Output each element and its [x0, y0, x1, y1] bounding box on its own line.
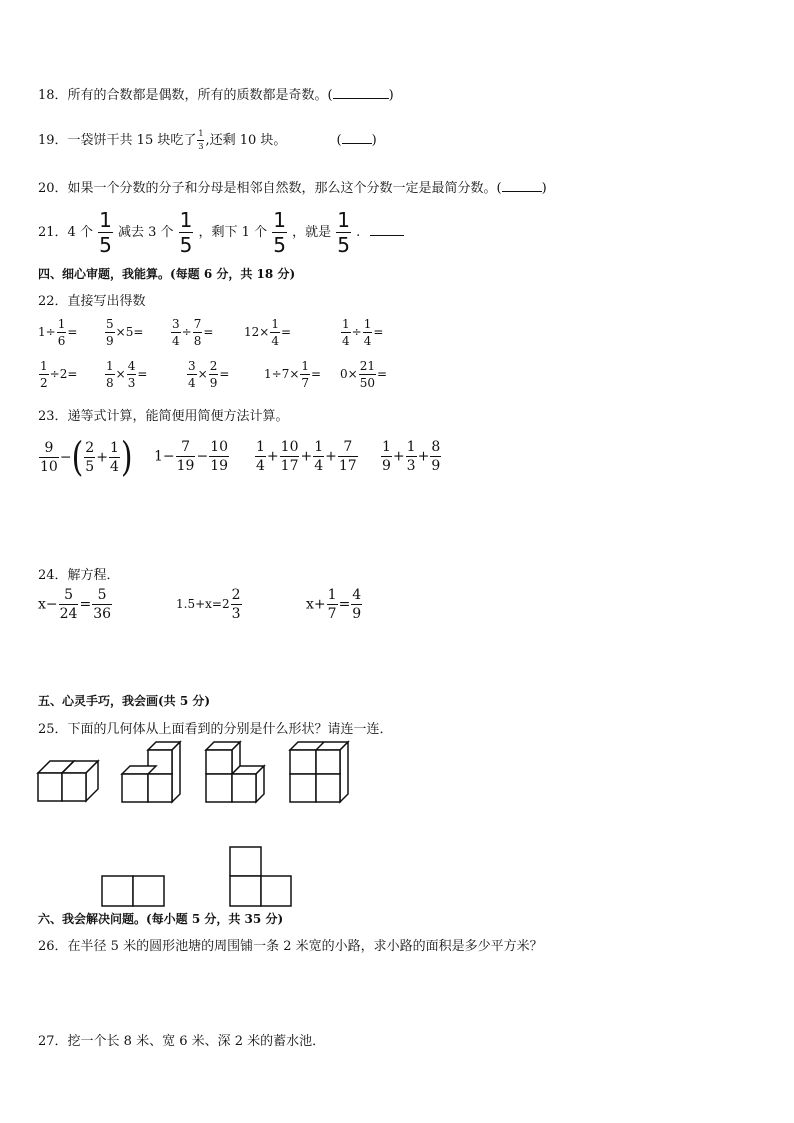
- q21-text-4: ，就是: [292, 225, 332, 240]
- section-5-title: 五、心灵手巧，我会画(共 5 分): [38, 694, 211, 708]
- calc-item: $\frac{5}{9}$ ×5=: [106, 317, 144, 348]
- question-20: [38, 177, 547, 196]
- question-24-title: 24．解方程．: [38, 568, 120, 583]
- question-27: 27．挖一个长 8 米、宽 6 米、深 2 米的蓄水池．: [38, 1034, 326, 1049]
- solid-figure-4: [290, 740, 350, 802]
- answer-blank-18[interactable]: [333, 88, 389, 99]
- solid-figure-3: [206, 740, 268, 802]
- expression-1: $\frac{9}{10}$ −( $\frac{2}{5}$ + $\frac{1}{4}$ ): [40, 433, 133, 482]
- question-25-title: 25．下面的几何体从上面看到的分别是什么形状？请连一连．: [38, 722, 393, 737]
- question-20-text: 20．如果一个分数的分子和分母是相邻自然数，那么这个分数一定是最简分数。(: [38, 181, 502, 196]
- expression-4: $\frac{1}{9}$ + $\frac{1}{3}$ + $\frac{8}{9}$: [382, 439, 441, 474]
- calc-item: $\frac{1}{8}$ × $\frac{4}{3}$ =: [106, 359, 148, 390]
- calc-item: $\frac{1}{4}$ ÷ $\frac{1}{4}$ =: [342, 317, 384, 348]
- q21-text-1: 21．4 个: [38, 225, 93, 240]
- fraction: $\frac{1}{3}$: [198, 129, 204, 151]
- question-26: 26．在半径 5 米的圆形池塘的周围铺一条 2 米宽的小路，求小路的面积是多少平方米？: [38, 939, 543, 954]
- calc-item: 1÷7× $\frac{1}{7}$ =: [264, 359, 322, 390]
- question-19-text-end: ,还剩 10 块。: [205, 133, 287, 148]
- equation-3: x+ $\frac{1}{7}$ = $\frac{4}{9}$: [306, 587, 362, 622]
- question-18-text: 18．所有的合数都是偶数，所有的质数都是奇数。(: [38, 88, 333, 103]
- section-4-title: 四、细心审题，我能算。(每题 6 分，共 18 分): [38, 267, 296, 281]
- solid-figure-1: [38, 756, 98, 802]
- open-paren: (: [336, 133, 342, 148]
- question-23-title: 23．递等式计算，能简便用简便方法计算。: [38, 409, 289, 424]
- question-22-title: 22．直接写出得数: [38, 294, 146, 309]
- question-19-text: 19．一袋饼干共 15 块吃了: [38, 133, 197, 148]
- calc-item: $\frac{3}{4}$ ÷ $\frac{7}{8}$ =: [172, 317, 214, 348]
- expression-2: 1− $\frac{7}{19}$ − $\frac{10}{19}$: [154, 439, 229, 474]
- top-view-option-1[interactable]: [102, 874, 166, 908]
- calc-item: $\frac{1}{2}$ ÷2=: [40, 359, 78, 390]
- calc-item: $\frac{3}{4}$ × $\frac{2}{9}$ =: [188, 359, 230, 390]
- solid-figure-2: [122, 740, 184, 802]
- calc-item: 12× $\frac{1}{4}$ =: [244, 317, 292, 348]
- answer-blank-21[interactable]: [370, 225, 404, 236]
- top-view-option-2[interactable]: [229, 846, 293, 908]
- answer-blank-19[interactable]: [342, 133, 372, 144]
- question-21: [38, 210, 404, 255]
- q21-text-5: .: [356, 225, 361, 240]
- answer-blank-20[interactable]: [502, 181, 542, 192]
- expression-3: $\frac{1}{4}$ + $\frac{10}{17}$ + $\frac{1}{4}$ + $\frac{7}{17}$: [256, 439, 357, 474]
- close-paren: ): [541, 181, 547, 196]
- q21-text-3: ，剩下 1 个: [198, 225, 268, 240]
- equation-2: 1.5+x=2 $\frac{2}{3}$: [176, 587, 241, 622]
- fraction: $\frac{1}{5}$: [179, 208, 193, 257]
- close-paren: ): [371, 133, 377, 148]
- calc-item: 1÷ $\frac{1}{6}$ =: [38, 317, 78, 348]
- q21-text-2: 减去 3 个: [117, 225, 174, 240]
- question-19: [38, 129, 377, 151]
- section-6-title: 六、我会解决问题。(每小题 5 分，共 35 分): [38, 912, 284, 926]
- calc-item: 0× $\frac{21}{50}$ =: [340, 359, 388, 390]
- fraction: $\frac{1}{5}$: [273, 208, 286, 257]
- close-paren: ): [388, 88, 394, 103]
- equation-1: x− $\frac{5}{24}$ = $\frac{5}{36}$: [38, 587, 112, 622]
- fraction: $\frac{1}{5}$: [337, 208, 350, 257]
- question-18: [38, 84, 394, 103]
- fraction: $\frac{1}{5}$: [99, 208, 112, 257]
